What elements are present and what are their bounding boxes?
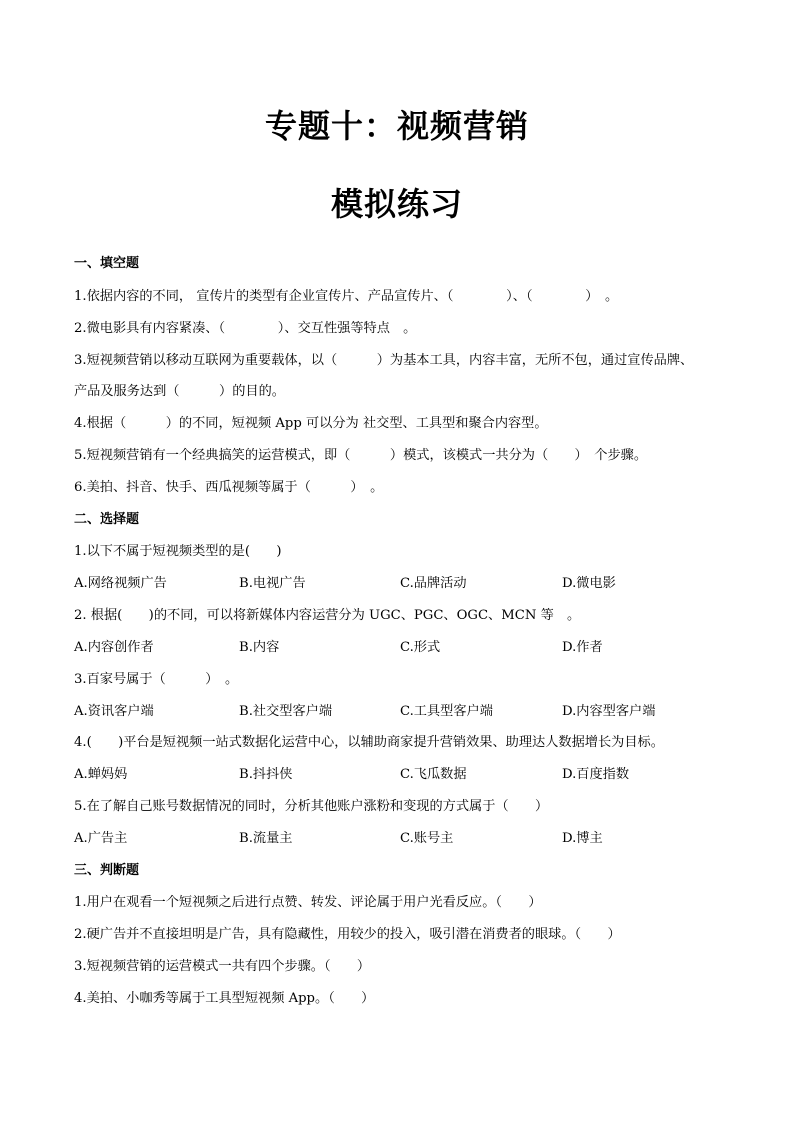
choice-option: D.作者 [562, 640, 603, 655]
choice-option: A.网络视频广告 [74, 576, 167, 591]
fill-blank-question-3: 3.短视频营销以移动互联网为重要载体，以（ ）为基本工具，内容丰富，无所不包，通过宣传品牌、 [74, 353, 694, 368]
choice-option: D.微电影 [562, 576, 616, 591]
judgement-question-2: 2.硬广告并不直接坦明是广告，具有隐藏性，用较少的投入，吸引潜在消费者的眼球。（ ） [74, 927, 621, 942]
fill-blank-question-6: 6.美拍、抖音、快手、西瓜视频等属于（ ） 。 [74, 480, 384, 495]
document-subtitle: 模拟练习 [330, 185, 463, 223]
fill-blank-question-3-cont: 产品及服务达到（ ）的目的。 [74, 384, 285, 399]
choice-option: B.流量主 [239, 831, 293, 846]
choice-option: B.内容 [239, 640, 280, 655]
fill-blank-question-4: 4.根据（ ）的不同，短视频 App 可以分为 社交型、工具型和聚合内容型。 [74, 416, 548, 431]
section-heading-fill-blank: 一、填空题 [74, 256, 140, 271]
choice-option: A.内容创作者 [74, 640, 154, 655]
document-title: 专题十：视频营销 [264, 107, 529, 145]
choice-option: D.百度指数 [562, 767, 630, 782]
judgement-question-4: 4.美拍、小咖秀等属于工具型短视频 App。（ ） [74, 991, 375, 1006]
fill-blank-question-5: 5.短视频营销有一个经典搞笑的运营模式，即（ ）模式，该模式一共分为（ ） 个步骤。 [74, 448, 648, 463]
choice-question-3: 3.百家号属于（ ） 。 [74, 672, 239, 687]
choice-option: B.社交型客户端 [239, 704, 333, 719]
choice-question-1: 1.以下不属于短视频类型的是( ) [74, 544, 282, 559]
fill-blank-question-2: 2.微电影具有内容紧凑、（ ）、交互性强等特点 。 [74, 321, 417, 336]
choice-question-4: 4.( )平台是短视频一站式数据化运营中心，以辅助商家提升营销效果、助理达人数据增长为目标。 [74, 735, 664, 750]
section-heading-choice: 二、选择题 [74, 512, 140, 527]
section-heading-judgement: 三、判断题 [74, 863, 140, 878]
choice-option: C.飞瓜数据 [400, 767, 467, 782]
choice-option: C.账号主 [400, 831, 454, 846]
choice-option: C.工具型客户端 [400, 704, 493, 719]
choice-option: C.品牌活动 [400, 576, 467, 591]
choice-option: D.博主 [562, 831, 603, 846]
choice-option: A.广告主 [74, 831, 128, 846]
choice-option: B.抖抖侠 [239, 767, 293, 782]
fill-blank-question-1: 1.依据内容的不同， 宣传片的类型有企业宣传片、产品宣传片、（ ）、（ ） 。 [74, 289, 619, 304]
choice-option: D.内容型客户端 [562, 704, 656, 719]
choice-option: A.蝉妈妈 [74, 767, 128, 782]
judgement-question-3: 3.短视频营销的运营模式一共有四个步骤。（ ） [74, 959, 371, 974]
choice-option: B.电视广告 [239, 576, 306, 591]
choice-option: A.资讯客户端 [74, 704, 154, 719]
judgement-question-1: 1.用户在观看一个短视频之后进行点赞、转发、评论属于用户光看反应。（ ） [74, 895, 542, 910]
choice-question-5: 5.在了解自己账号数据情况的同时，分析其他账户涨粉和变现的方式属于（ ） [74, 799, 549, 814]
choice-question-2: 2. 根据( )的不同，可以将新媒体内容运营分为 UGC、PGC、OGC、MCN 等 。 [74, 608, 581, 623]
choice-option: C.形式 [400, 640, 441, 655]
